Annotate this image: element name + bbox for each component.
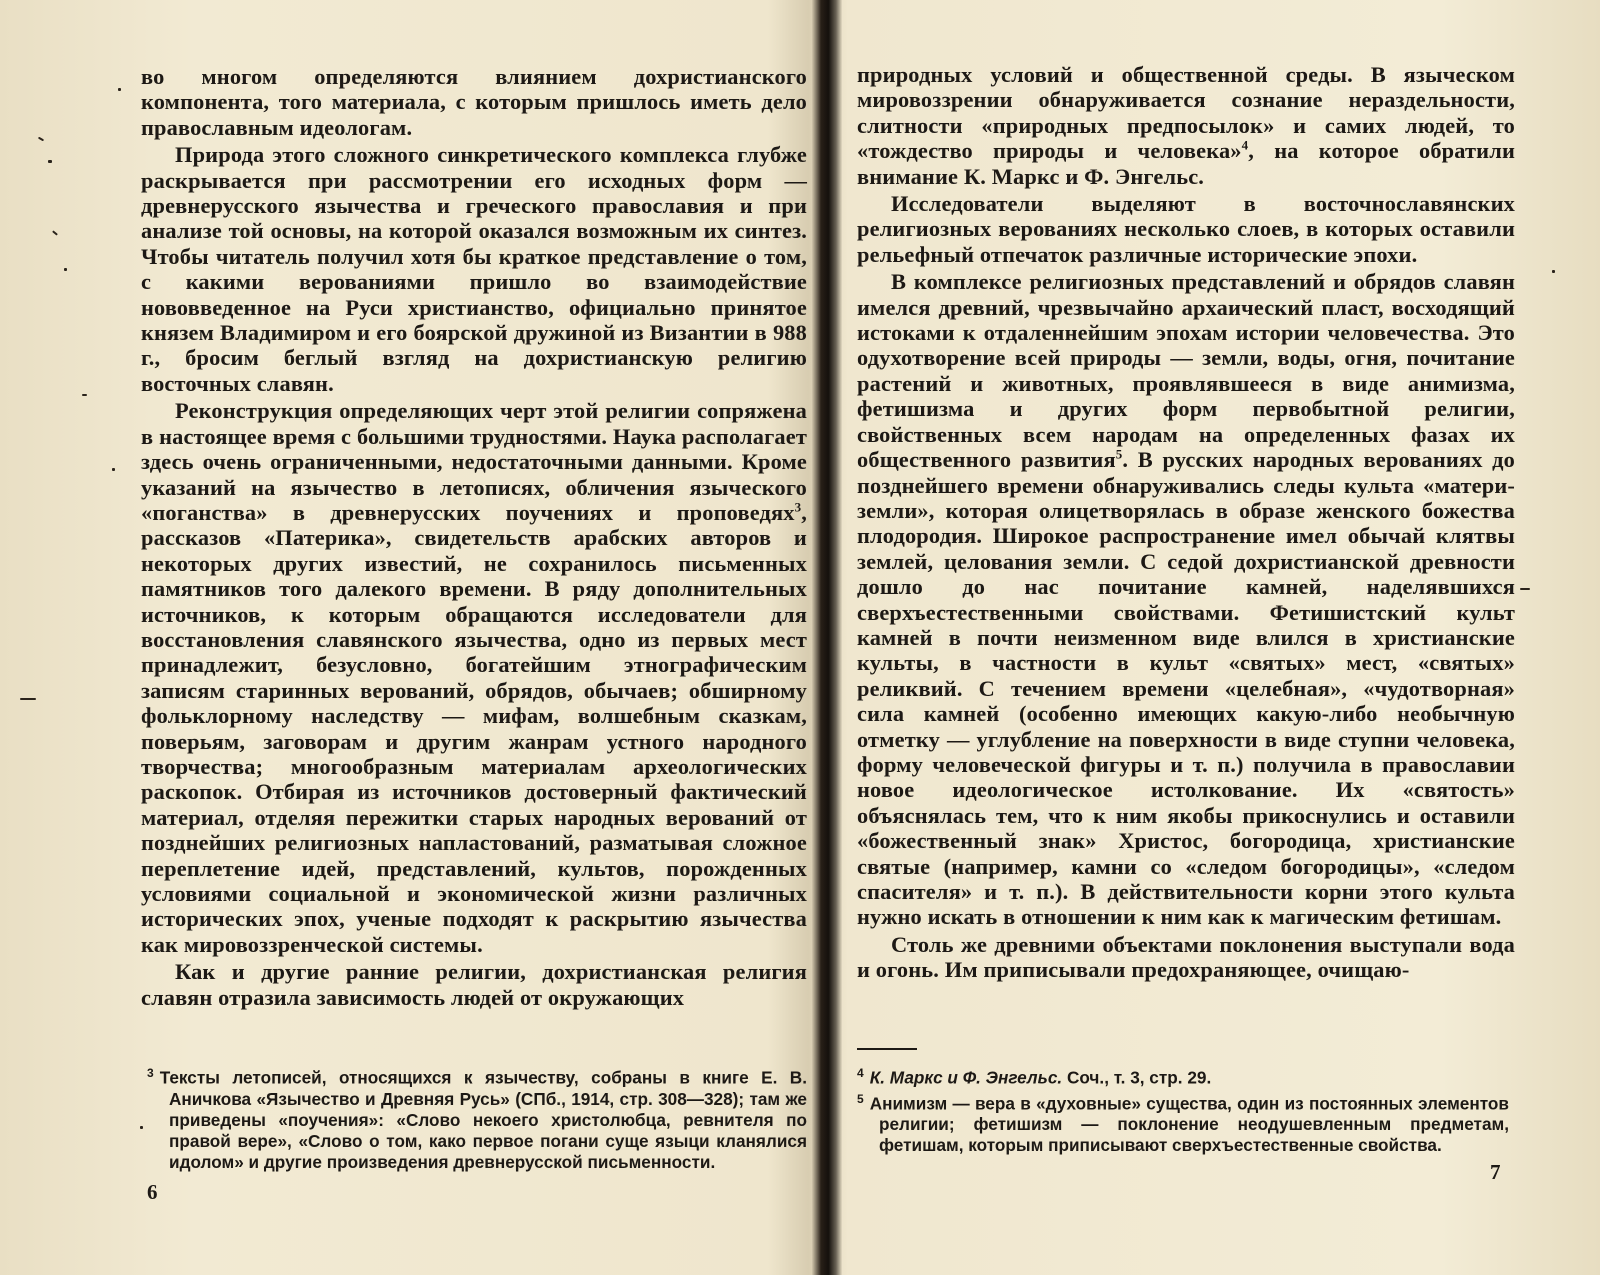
footnote: $^4$ К. Маркс и Ф. Энгельс. Соч., т. 3, стр. 29. (857, 1066, 1212, 1088)
speck (118, 88, 121, 91)
footnote: $^3$ Тексты летописей, относящихся к язычеству, собраны в книге Е. В. Аничкова «Язычество и Древняя Русь» (СПб., 1914, стр. 308—328); там же приведены «поучения»: «Слово некоего христолюбца, ревнителя по правой вере», «Слово о том, како первое погани суще языци кланялися идолом» и другие произведения древнерусской письменности. (147, 1066, 807, 1172)
dash-mark (20, 698, 36, 700)
footnote-ref: 5 (1115, 446, 1123, 462)
speck (1552, 270, 1555, 273)
right-body-text (857, 62, 1515, 983)
paragraph: природных условий и общественной среды. В языческом мировоззрении обнаруживается сознание нераздельности, слитности «природных предпосылок» и самих людей, то «тождество природы и человека»$^4$, на которое обратили внимание К. Маркс и Ф. Энгельс. (857, 62, 1515, 189)
footnote-ref: 3 (794, 499, 802, 515)
page-number: 7 (1490, 1160, 1501, 1184)
speck (38, 137, 44, 142)
paragraph: Как и другие ранние религии, дохристианская религия славян отразила зависимость людей от окружающих (141, 959, 807, 1010)
paragraph: во многом определяются влиянием дохристианского компонента, того материала, с которым пришлось иметь дело православным идеологам. (141, 64, 807, 140)
left-body-text (141, 64, 807, 1010)
paragraph: Природа этого сложного синкретического комплекса глубже раскрывается при рассмотрении его исходных форм — древнерусского язычества и греческого православия и при анализе той основы, на которой оказался возможным их синтез. Чтобы читатель получил хотя бы краткое представление о том, с какими верованиями пришло во взаимодействие нововведенное на Руси христианство, официально принятое князем Владимиром и его боярской дружиной из Византии в 988 г., бросим беглый взгляд на дохристианскую религию восточных славян. (141, 142, 807, 396)
book-gutter (812, 0, 842, 1275)
speck (64, 268, 67, 271)
paragraph: В комплексе религиозных представлений и обрядов славян имелся древний, чрезвычайно архаический пласт, восходящий истоками к отдаленнейшим эпохам истории человечества. Это одухотворение всей природы — земли, воды, огня, почитание растений и животных, проявлявшееся в виде анимизма, фетишизма и других форм первобытной религии, свойственных всем народам на определенных фазах их общественного развития$^5$. В русских народных верованиях до позднейшего времени обнаруживались следы культа «матери-земли», которая олицетворялась в образе женского божества плодородия. Широкое распространение имел обычай клятвы землей, целования земли. С седой дохристианской древности дошло до нас почитание камней, наделявшихся сверхъестественными свойствами. Фетишистский культ камней в почти неизменном виде влился в христианские культы, в частности в культ «святых» мест, «святых» реликвий. С течением времени «целебная», «чудотворная» сила камней (особенно имеющих какую-либо необычную отметку — углубление на поверхности в виде ступни человека, форму человеческой фигуры и т. п.) получила в православии новое идеологическое истолкование. Их «святость» объяснялась тем, что к ним якобы прикоснулись и оставили «божественный знак» Христос, богородица, христианские святые (например, камни со «следом богородицы», «следом спасителя» и т. п.). В действительности корни этого культа нужно искать в отношении к ним как к магическим фетишам. (857, 269, 1516, 930)
dash-mark (1520, 588, 1530, 590)
paragraph: Столь же древними объектами поклонения выступали вода и огонь. Им приписывали предохраняющее, очищаю- (857, 931, 1515, 983)
speck (82, 394, 87, 396)
footnote: $^5$ Анимизм — вера в «духовные» существа, один из постоянных элементов религии; фетишизм — поклонение неодушевленным предметам, фетишам, которым приписывают сверхъестественные свойства. (857, 1091, 1509, 1156)
footnote-rule (857, 1048, 917, 1050)
left-footnotes (147, 1063, 807, 1173)
page-number: 6 (147, 1180, 158, 1204)
speck (48, 160, 52, 163)
speck (112, 468, 115, 471)
footnote-ref: 4 (1241, 137, 1249, 153)
speck (140, 1126, 143, 1129)
right-page (842, 0, 1600, 1275)
speck (52, 230, 58, 235)
paragraph: Исследователи выделяют в восточнославянских религиозных верованиях несколько слоев, в которых оставили рельефный отпечаток различные исторические эпохи. (857, 191, 1515, 267)
right-footnotes (857, 1063, 1509, 1156)
paragraph: Реконструкция определяющих черт этой религии сопряжена в настоящее время с большими трудностями. Наука располагает здесь очень ограниченными, недостаточными данными. Кроме указаний на язычество в летописях, обличения языческого «поганства» в древнерусских поучениях и проповедях$^3$, рассказов «Патерика», свидетельств арабских авторов и некоторых других известий, не сохранилось письменных памятников того далекого времени. В ряду дополнительных источников, к которым обращаются исследователи для восстановления славянского язычества, одно из первых мест принадлежит, безусловно, богатейшим этнографическим записям старинных верований, обрядов, обычаев; обширному фольклорному наследству — мифам, волшебным сказкам, поверьям, заговорам и другим жанрам устного народного творчества; многообразным материалам археологических раскопок. Отбирая из источников достоверный фактический материал, отделяя пережитки старых народных верований от позднейших религиозных напластований, разматывая сложное переплетение идей, представлений, культов, порожденных условиями социальной и экономической жизни различных исторических эпох, ученые подходят к раскрытию язычества как мировоззренческой системы. (141, 398, 807, 957)
